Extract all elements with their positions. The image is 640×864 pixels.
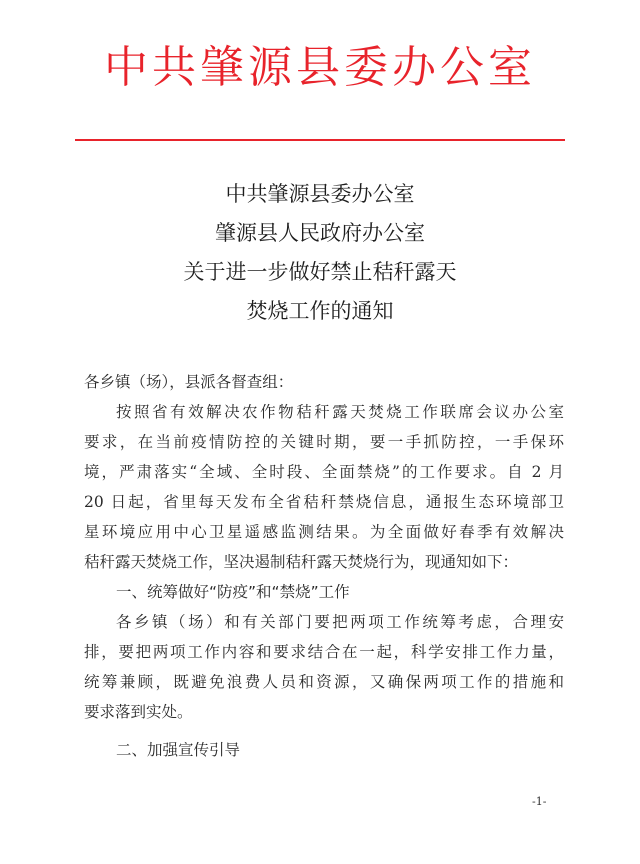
- masthead-divider: [75, 139, 565, 141]
- section-1-heading: 一、统筹做好“防疫”和“禁烧”工作: [116, 583, 350, 601]
- section-2-heading: 二、加强宣传引导: [116, 741, 241, 759]
- notice-title: [0, 175, 640, 331]
- body-line: 各乡镇（场）和有关部门要把两项工作统筹考虑，合理安: [116, 613, 564, 631]
- title-line: 焚烧工作的通知: [246, 299, 394, 323]
- title-line: 关于进一步做好禁止秸秆露天: [183, 260, 457, 284]
- body-line: 按照省有效解决农作物秸秆露天焚烧工作联席会议办公室: [116, 403, 564, 421]
- body-line: 要求，在当前疫情防控的关键时期，要一手抓防控，一手保环: [84, 433, 564, 451]
- salutation: 各乡镇（场），县派各督查组：: [84, 373, 294, 391]
- body-line: 秸秆露天焚烧工作，坚决遏制秸秆露天焚烧行为，现通知如下：: [84, 553, 519, 571]
- body-line: 排，要把两项工作内容和要求结合在一起，科学安排工作力量，: [84, 643, 564, 661]
- title-line: 肇源县人民政府办公室: [215, 221, 425, 245]
- masthead-title: 中共肇源县委办公室: [104, 42, 536, 93]
- notice-body: [84, 367, 564, 765]
- body-line: 要求落到实处。: [84, 703, 193, 721]
- body-line: 境，严肃落实“全域、全时段、全面禁烧”的工作要求。自 2 月: [84, 463, 564, 481]
- title-line: 中共肇源县委办公室: [225, 182, 415, 206]
- body-line: 星环境应用中心卫星遥感监测结果。为全面做好春季有效解决: [84, 523, 564, 541]
- paragraph-1: [84, 397, 564, 577]
- body-line: 统筹兼顾，既避免浪费人员和资源，又确保两项工作的措施和: [84, 673, 564, 691]
- body-line: 20 日起，省里每天发布全省秸秆禁烧信息，通报生态环境部卫: [84, 493, 564, 511]
- page-number: -1-: [532, 795, 547, 808]
- paragraph-2: [84, 607, 564, 727]
